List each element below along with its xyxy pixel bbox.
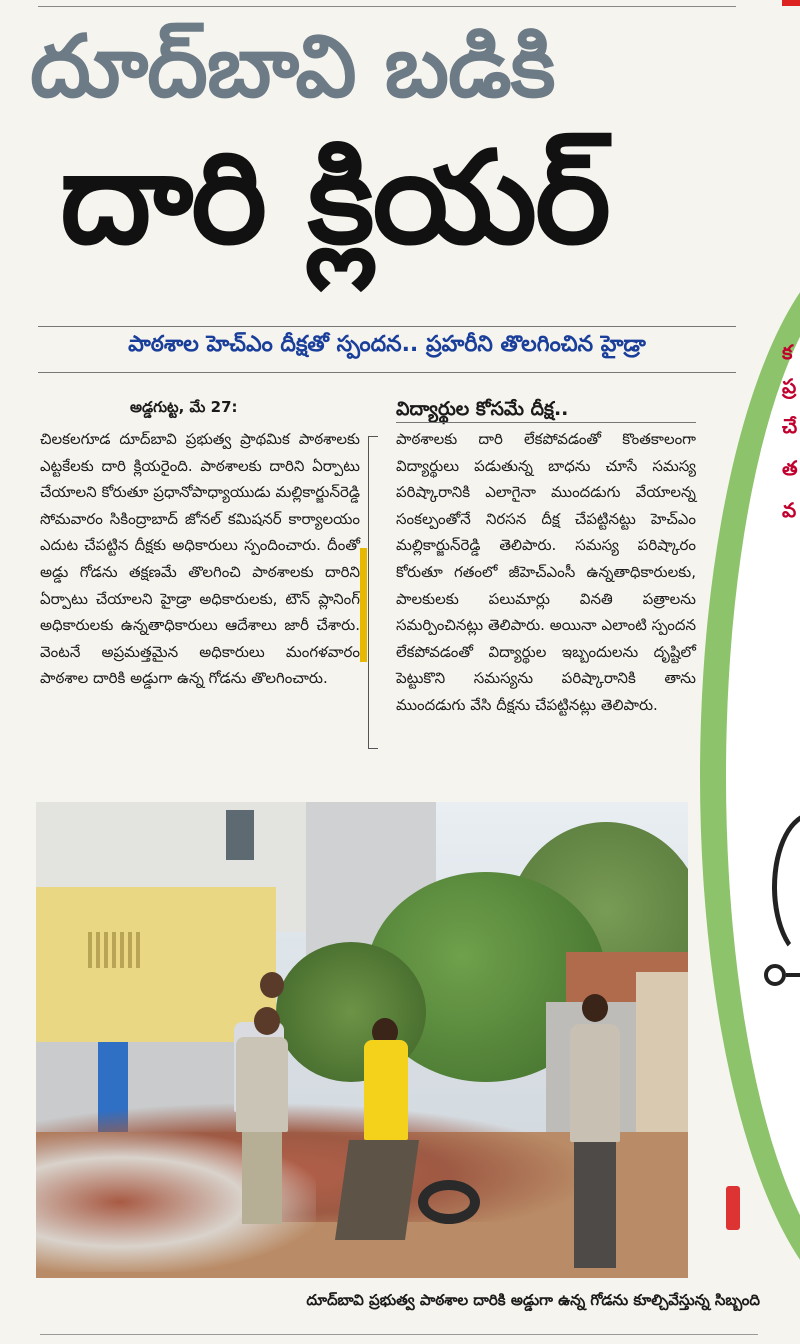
right-column-heading-rule <box>396 422 696 423</box>
ad-text-fragment: చే <box>782 414 798 438</box>
photo-caption: దూద్‌బావి ప్రభుత్వ పాఠశాల దారికి అడ్డుగా ఉన్న గోడను కూల్చివేస్తున్న సిబ్బంది <box>306 1291 760 1309</box>
page-corner-marker <box>782 0 800 6</box>
photo-person-head <box>254 1007 280 1035</box>
photo-person-legs <box>242 1132 282 1224</box>
photo-tyre <box>418 1180 480 1224</box>
photo-window <box>226 810 254 860</box>
photo-person-head <box>260 972 284 998</box>
article-right-column: పాఠశాలకు దారి లేకపోవడంతో కొంతకాలంగా విద్యార్థులు పడుతున్న బాధను చూసే సమస్య పరిష్కారానికి ఎలాగైనా ముందడుగు వేయాలన్న సంకల్పంతోనే నిరసన దీక్ష చేపట్టినట్టు హెచ్‌ఎం మల్లికార్జున్‌రెడ్డి తెలిపారు. సమస్య పరిష్కారం కోరుతూ గతంలో జీహెచ్‌ఎంసీ ఉన్నతాధికారులకు, పాలకులకు పలుమార్లు వినతి పత్రాలను సమర్పించినట్లు తెలిపారు. అయినా ఎలాంటి స్పందన లేకపోవడంతో విద్యార్థుల ఇబ్బందులను దృష్టిలో పెట్టుకొని సమస్యను పరిష్కారానికి తాను ముందడుగు వేసి దీక్షను చేపట్టినట్లు తెలిపారు. <box>396 430 696 714</box>
article-left-column: చిలకలగూడ దూద్‌బావి ప్రభుత్వ ప్రాథమిక పాఠశాలకు ఎట్టకేలకు దారి క్లియరైంది. పాఠశాలకు దారిని ఏర్పాటు చేయాలని కోరుతూ ప్రధానోపాధ్యాయుడు మల్లికార్జున్‌రెడ్డి సోమవారం సికింద్రాబాద్ జోనల్ కమిషనర్ కార్యాలయం ఎదుట చేపట్టిన దీక్షకు అధికారులు స్పందించారు. దీంతో అడ్డు గోడను తక్షణమే తొలగించి పాఠశాలకు దారిని ఏర్పాటు చేయాలని హైడ్రా అధికారులకు, టౌన్ ప్లానింగ్ అధికారులకు ఉన్నతాధికారులు ఆదేశాలు జారీ చేశారు. వెంటనే అప్రమత్తమైన అధికారులు మంగళవారం పాఠశాల దారికి అడ్డుగా ఉన్న గోడను తొలగించారు. <box>40 430 360 688</box>
ad-green-ring <box>700 236 800 1316</box>
photo-person <box>570 1024 620 1142</box>
photo-person <box>236 1037 288 1132</box>
stethoscope-stem <box>786 973 800 977</box>
stethoscope-chestpiece-icon <box>764 964 786 986</box>
subheadline-rule-bottom <box>38 372 736 373</box>
accent-bar <box>360 548 367 662</box>
side-advertisement <box>700 236 800 1344</box>
photo-person-legs <box>574 1142 616 1268</box>
ad-text-fragment: వ <box>782 498 797 522</box>
column-bracket-top <box>368 436 378 437</box>
dateline: అడ్డగుట్ట, మే 27: <box>130 398 238 416</box>
photo-vent <box>88 932 140 968</box>
photo-person-head <box>582 994 608 1022</box>
headline-line-2: దారి క్లియర్ <box>60 124 609 273</box>
ad-text-fragment: క <box>782 340 793 364</box>
photo-person-legs <box>335 1140 419 1240</box>
subheadline: పాఠశాల హెచ్‌ఎం దీక్షతో స్పందన.. ప్రహరీని తొలగించిన హైడ్రా <box>128 332 646 357</box>
top-rule <box>38 6 736 7</box>
right-column-heading: విద్యార్థుల కోసమే దీక్ష.. <box>396 398 569 420</box>
headline-line-1: దూద్‌బావి బడికి <box>30 17 555 117</box>
ad-text-fragment: త <box>782 456 798 480</box>
bottom-rule <box>40 1334 758 1335</box>
column-bracket-bottom <box>368 748 378 749</box>
news-photo <box>36 802 688 1278</box>
ad-text-fragment: ప్ర <box>782 374 797 398</box>
photo-school-building <box>36 887 276 1042</box>
subheadline-rule-top <box>38 326 736 327</box>
photo-person-yellow-shirt <box>364 1040 408 1140</box>
column-bracket <box>368 436 369 748</box>
